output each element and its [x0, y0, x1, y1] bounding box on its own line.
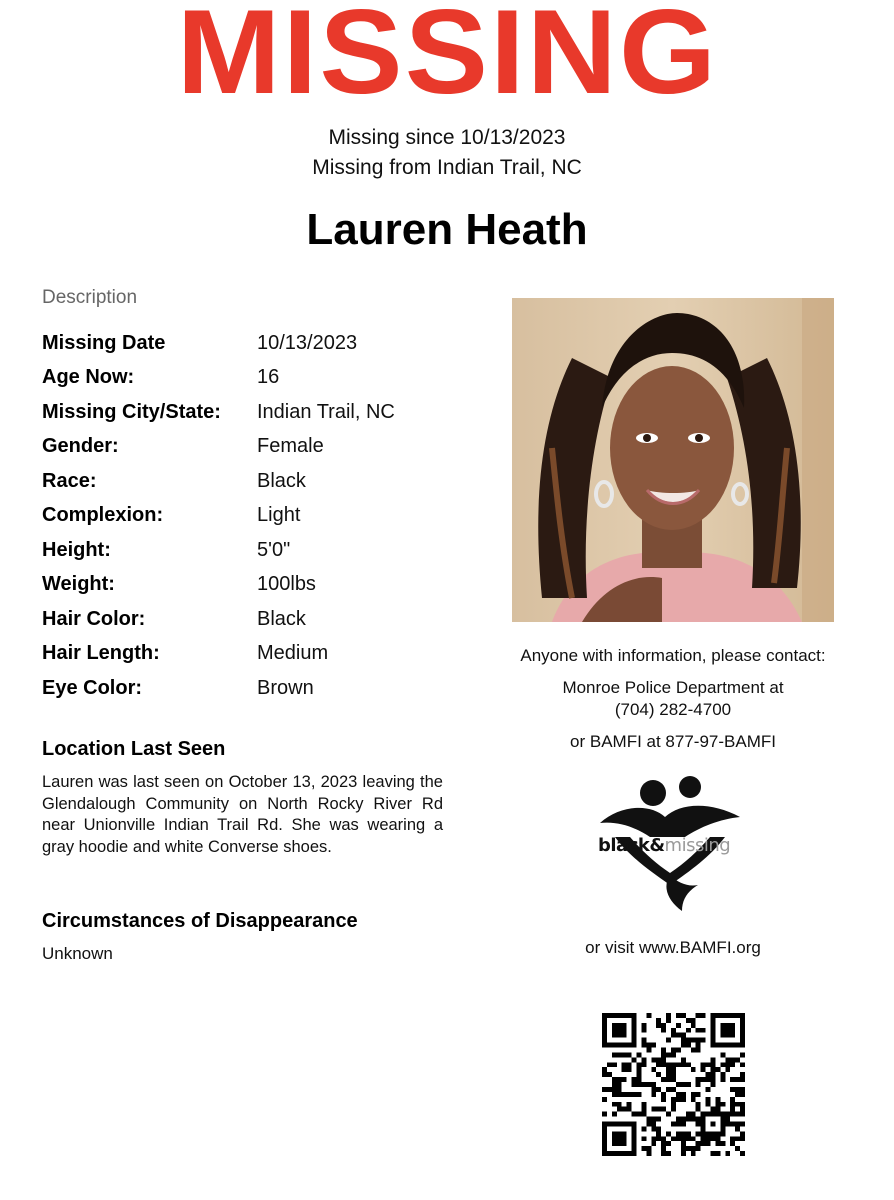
- detail-row: [42, 533, 462, 568]
- missing-since: Missing since 10/13/2023: [328, 126, 566, 149]
- location-title: Location Last Seen: [42, 738, 226, 760]
- detail-label: Missing City/State:: [42, 400, 221, 423]
- detail-label: Weight:: [42, 573, 115, 596]
- contact-phone: (704) 282-4700: [614, 700, 732, 719]
- details-table: [42, 326, 462, 706]
- detail-label: Race:: [42, 469, 97, 492]
- detail-label: Gender:: [42, 435, 119, 458]
- logo-word-missing: missing: [664, 835, 731, 856]
- circumstances-text: Unknown: [42, 944, 113, 963]
- detail-label: Complexion:: [42, 504, 164, 527]
- detail-row: [42, 395, 462, 430]
- detail-label: Hair Length:: [42, 642, 160, 665]
- detail-row: [42, 361, 462, 396]
- contact-agency: Monroe Police Department at: [562, 678, 784, 697]
- detail-row: [42, 326, 462, 361]
- detail-value: 16: [257, 366, 280, 389]
- contact-visit: or visit www.BAMFI.org: [585, 938, 761, 957]
- detail-label: Eye Color:: [42, 676, 143, 699]
- detail-row: [42, 568, 462, 603]
- detail-row: [42, 671, 462, 706]
- detail-row: [42, 499, 462, 534]
- detail-value: Medium: [257, 642, 329, 665]
- circumstances-title: Circumstances of Disappearance: [42, 910, 358, 932]
- contact-alt: or BAMFI at 877-97-BAMFI: [570, 732, 776, 751]
- detail-value: Indian Trail, NC: [257, 400, 395, 423]
- description-heading: Description: [42, 287, 138, 308]
- detail-label: Missing Date: [42, 331, 166, 354]
- detail-value: Female: [257, 435, 324, 458]
- logo-amp: &: [649, 835, 665, 856]
- detail-value: 5'0": [257, 538, 291, 561]
- detail-label: Height:: [42, 538, 111, 561]
- detail-row: [42, 430, 462, 465]
- missing-from: Missing from Indian Trail, NC: [312, 156, 582, 179]
- location-text: Lauren was last seen on October 13, 2023 leaving the Glendalough Community on North Rocky River Rd near Unionville Indian Trail Rd. She was wearing a gray hoodie and white Converse shoes.: [42, 773, 443, 856]
- logo-word-black: black: [598, 835, 650, 856]
- portrait-illustration: [512, 298, 834, 622]
- logo-wordmark: [598, 835, 730, 856]
- detail-value: Light: [257, 504, 301, 527]
- detail-row: [42, 464, 462, 499]
- detail-value: 100lbs: [257, 573, 316, 596]
- detail-label: Age Now:: [42, 366, 135, 389]
- detail-value: 10/13/2023: [257, 331, 358, 354]
- person-name: Lauren Heath: [306, 205, 588, 254]
- qr-graphic: [602, 1013, 745, 1156]
- detail-value: Brown: [257, 676, 314, 699]
- black-and-missing-logo-icon: [590, 775, 750, 915]
- missing-headline: [0, 0, 894, 119]
- detail-row: [42, 602, 462, 637]
- detail-label: Hair Color:: [42, 607, 146, 630]
- qr-code-icon: [602, 1013, 745, 1156]
- detail-value: Black: [257, 607, 306, 630]
- person-photo: [512, 298, 834, 622]
- detail-row: [42, 637, 462, 672]
- contact-intro: Anyone with information, please contact:: [520, 646, 826, 665]
- headline-text: MISSING: [176, 0, 718, 119]
- detail-value: Black: [257, 469, 306, 492]
